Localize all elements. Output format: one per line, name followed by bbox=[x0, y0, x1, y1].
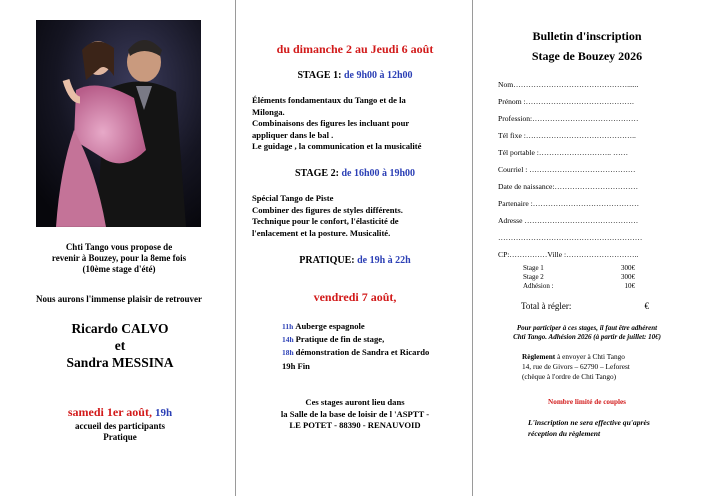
schedule-text: Pratique de fin de stage, bbox=[295, 334, 385, 345]
teacher-conjunction: et bbox=[114, 338, 126, 353]
field-profession[interactable]: Profession:…………………………………… bbox=[498, 114, 639, 123]
total-label: Total à régler: bbox=[521, 301, 572, 311]
field-adresse-cont[interactable]: ………………………………………………… bbox=[498, 233, 643, 242]
schedule-time: 18h bbox=[282, 348, 294, 358]
stage1-time: de 9h00 à 12h00 bbox=[343, 70, 413, 81]
intro-text bbox=[30, 242, 208, 275]
note-line: réception du règlement bbox=[528, 428, 601, 438]
payment-label: Règlement bbox=[522, 352, 556, 361]
field-tel-fixe[interactable]: Tél fixe :…………………………………….. bbox=[498, 131, 636, 140]
membership-line: Chti Tango. Adhésion 2026 (à partir de juillet: 10€) bbox=[513, 333, 661, 341]
tango-dancers-photo bbox=[36, 20, 201, 227]
stage2-time: de 16h00 à 19h00 bbox=[341, 168, 416, 179]
intro-line: (10ème stage d'été) bbox=[82, 264, 156, 274]
arrival-line: Pratique bbox=[103, 432, 137, 442]
note-line: L'inscription ne sera effective qu'après bbox=[528, 418, 650, 427]
teacher-name: Ricardo CALVO bbox=[71, 321, 169, 336]
field-prenom[interactable]: Prénom :……………………………………. bbox=[498, 97, 634, 106]
schedule-end: 19h Fin bbox=[282, 360, 310, 371]
fee-row bbox=[523, 282, 635, 291]
practice-label: PRATIQUE: bbox=[299, 255, 355, 266]
fee-value: 300€ bbox=[621, 264, 635, 272]
membership-line: Pour participer à ces stages, il faut être adhérent bbox=[516, 324, 658, 332]
registration-form bbox=[498, 76, 696, 263]
field-tel-portable[interactable]: Tél portable :……………………….. …… bbox=[498, 148, 629, 157]
fee-value: 10€ bbox=[624, 282, 635, 290]
teacher-name: Sandra MESSINA bbox=[66, 355, 174, 370]
registration-title: Bulletin d'inscription bbox=[532, 29, 642, 43]
stage1-label: STAGE 1: bbox=[297, 70, 342, 81]
payment-text: à envoyer à Chti Tango bbox=[557, 352, 625, 361]
total-row bbox=[521, 301, 649, 311]
stage1-line: Le guidage , la communication et la musicalité bbox=[252, 141, 422, 152]
total-value[interactable]: € bbox=[644, 301, 649, 311]
field-courriel[interactable]: Courriel : …………………………………… bbox=[498, 165, 636, 174]
registration-header bbox=[478, 26, 696, 66]
fees-table bbox=[523, 264, 635, 291]
fee-label: Stage 2 bbox=[523, 273, 544, 281]
payment-info bbox=[522, 352, 692, 383]
schedule-time: 11h bbox=[282, 322, 294, 331]
stage2-line: l'enlacement et la posture. Musicalité. bbox=[252, 227, 391, 238]
arrival-details bbox=[20, 421, 220, 443]
fee-label: Stage 1 bbox=[523, 264, 544, 272]
fee-value: 300€ bbox=[621, 273, 635, 281]
stage2-line: Spécial Tango de Piste bbox=[252, 193, 334, 203]
field-cp-ville[interactable]: CP:……………Ville :……………………….. bbox=[498, 250, 639, 259]
schedule-row bbox=[282, 333, 472, 346]
payment-line: (chèque à l'ordre de Chti Tango) bbox=[522, 372, 617, 382]
stage-dates: du dimanche 2 au Jeudi 6 août bbox=[276, 42, 434, 56]
pleasure-text: Nous aurons l'immense plaisir de retrouver bbox=[35, 294, 203, 304]
venue-info bbox=[240, 397, 470, 432]
stage2-line: Technique pour le confort, l'élasticité de bbox=[252, 216, 399, 227]
fee-label: Adhésion : bbox=[523, 282, 554, 290]
stage1-line: Éléments fondamentaux du Tango et de la bbox=[252, 95, 406, 105]
arrival-day: samedi 1er août, bbox=[67, 405, 152, 419]
stage2-heading bbox=[240, 168, 470, 179]
arrival-heading bbox=[20, 405, 220, 420]
stage2-description bbox=[252, 193, 467, 239]
schedule-row bbox=[282, 320, 472, 333]
stage1-line: Milonga. bbox=[252, 106, 285, 117]
field-partenaire[interactable]: Partenaire :…………………………………… bbox=[498, 199, 640, 208]
friday-heading: vendredi 7 août, bbox=[313, 290, 397, 304]
intro-line: revenir à Bouzey, pour la 8eme fois bbox=[51, 253, 187, 263]
venue-line: Ces stages auront lieu dans bbox=[305, 397, 405, 407]
stage1-description bbox=[252, 95, 467, 153]
stage1-line: appliquer dans le bal . bbox=[252, 129, 334, 140]
field-nom[interactable]: Nom………………………………………...... bbox=[498, 80, 639, 89]
intro-line: Chti Tango vous propose de bbox=[65, 242, 173, 252]
schedule-row bbox=[282, 346, 472, 359]
venue-line: LE POTET - 88390 - RENAUVOID bbox=[289, 420, 421, 431]
fee-row bbox=[523, 264, 635, 273]
stage2-line: Combiner des figures de styles différents. bbox=[252, 204, 403, 215]
limited-couples: Nombre limité de couples bbox=[548, 398, 626, 406]
right-fold-line bbox=[472, 0, 473, 496]
field-date-naissance[interactable]: Date de naissance:…………………………… bbox=[498, 182, 639, 191]
schedule-time: 14h bbox=[282, 335, 294, 345]
schedule-text: Auberge espagnole bbox=[295, 321, 365, 331]
payment-line bbox=[522, 352, 692, 362]
teachers bbox=[20, 320, 220, 371]
stage1-line: Combinaisons des figures les incluant pour bbox=[252, 118, 410, 129]
arrival-time: 19h bbox=[154, 407, 173, 419]
effective-note bbox=[528, 418, 696, 439]
payment-line: 14, rue de Givors – 62790 – Leforest bbox=[522, 362, 630, 372]
registration-subtitle: Stage de Bouzey 2026 bbox=[531, 49, 643, 63]
stage2-label: STAGE 2: bbox=[294, 168, 339, 179]
venue-line: la Salle de la base de loisir de l 'ASPTT - bbox=[280, 408, 430, 419]
fee-row bbox=[523, 273, 635, 282]
left-fold-line bbox=[235, 0, 236, 496]
schedule-text: démonstration de Sandra et Ricardo bbox=[295, 347, 430, 358]
stage1-heading bbox=[240, 70, 470, 81]
practice-heading bbox=[240, 255, 470, 266]
friday-schedule bbox=[282, 320, 472, 372]
practice-time: de 19h à 22h bbox=[357, 255, 411, 266]
membership-note bbox=[478, 324, 696, 342]
arrival-line: accueil des participants bbox=[75, 421, 165, 431]
field-adresse[interactable]: Adresse ……………………………………… bbox=[498, 216, 639, 225]
